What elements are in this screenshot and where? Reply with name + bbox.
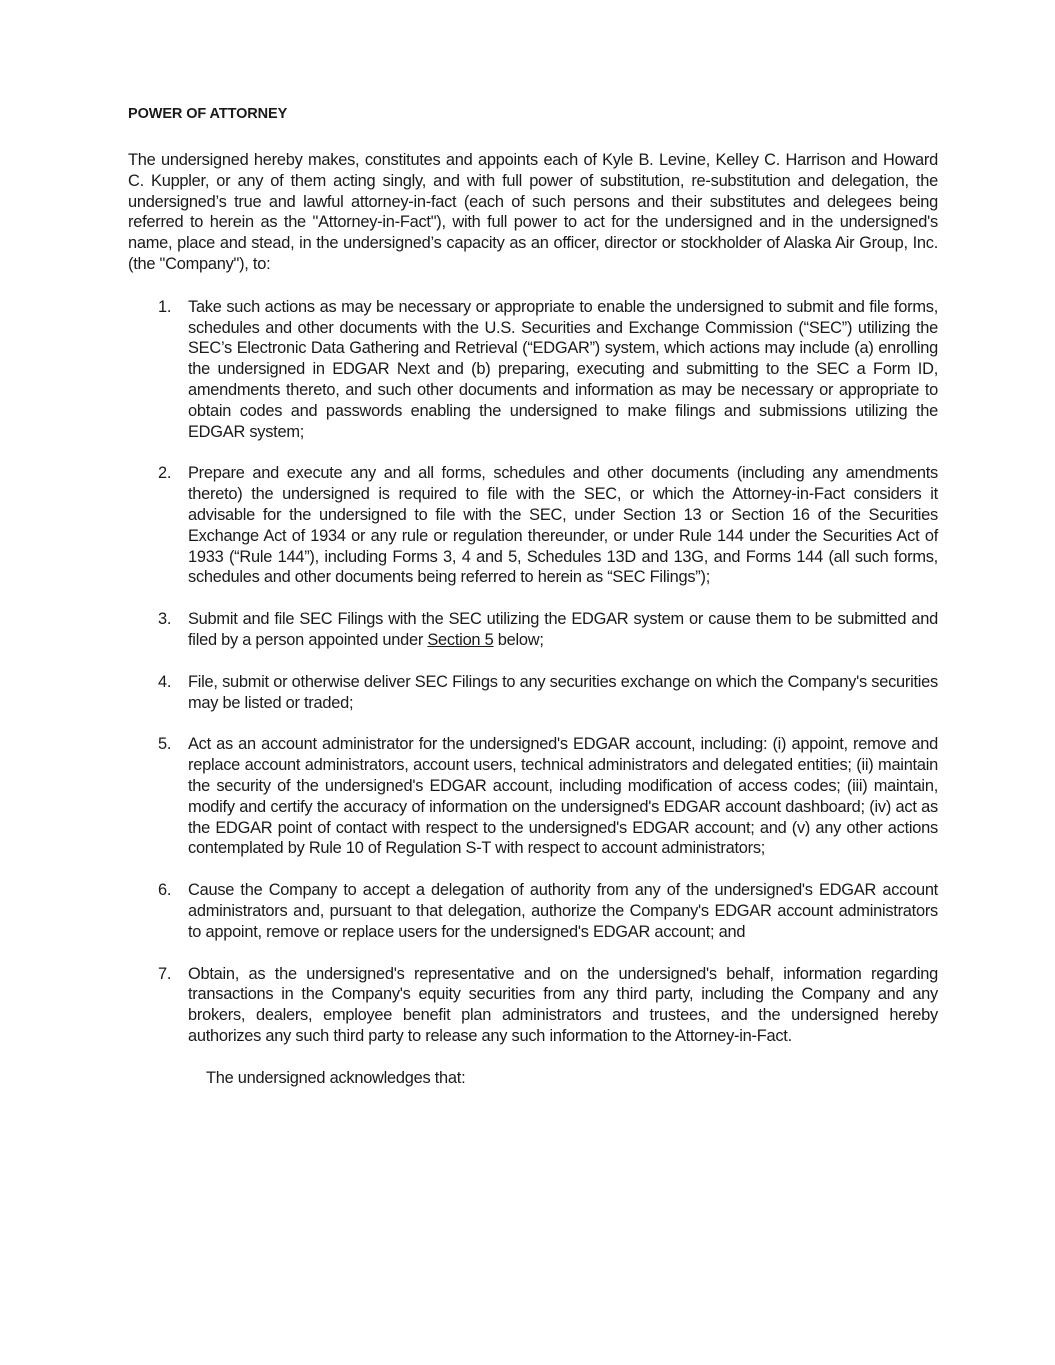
list-item xyxy=(128,880,938,942)
section-5-reference: Section 5 xyxy=(427,630,494,649)
intro-paragraph: The undersigned hereby makes, constitutes and appoints each of Kyle B. Levine, Kelley C. Harrison and Howard C. Kuppler, or any of them acting singly, and with full power of substitution, re-substitution and delegation, the undersigned’s true and lawful attorney-in-fact (each of such persons and their substitutes and delegees being referred to herein as the "Attorney-in-Fact"), with full power to act for the undersigned and in the undersigned's name, place and stead, in the undersigned’s capacity as an officer, director or stockholder of Alaska Air Group, Inc. (the "Company"), to: xyxy=(128,151,938,273)
item-text: Act as an account administrator for the undersigned's EDGAR account, including: (i) appoint, remove and replace account administrators, account users, technical administrators and delegated entities; (ii) maintain the security of the undersigned's EDGAR account, including modification of access codes; (iii) maintain, modify and certify the accuracy of information on the undersigned's EDGAR account dashboard; (iv) act as the EDGAR point of contact with respect to the undersigned's EDGAR account; and (v) any other actions contemplated by Rule 10 of Regulation S-T with respect to account administrators; xyxy=(188,735,938,858)
list-item xyxy=(128,609,938,651)
document-title: POWER OF ATTORNEY xyxy=(128,106,288,122)
item-text-after: below; xyxy=(493,630,544,649)
item-number: 4. xyxy=(158,672,172,691)
item-number: 7. xyxy=(158,964,172,983)
document-page xyxy=(128,104,938,1088)
list-item xyxy=(128,463,938,588)
list-item xyxy=(128,297,938,443)
item-number: 1. xyxy=(158,297,172,316)
item-number: 2. xyxy=(158,464,172,483)
list-item xyxy=(128,734,938,859)
item-text: Prepare and execute any and all forms, schedules and other documents (including any amendments thereto) the undersigned is required to file with the SEC, or which the Attorney-in-Fact considers it advisable for the undersigned to file with the SEC, under Section 13 or Section 16 of the Securities Exchange Act of 1934 or any rule or regulation thereunder, or under Rule 144 under the Securities Act of 1933 (“Rule 144”), including Forms 3, 4 and 5, Schedules 13D and 13G, and Forms 144 (all such forms, schedules and other documents being referred to herein as “SEC Filings”); xyxy=(188,464,938,587)
item-text: File, submit or otherwise deliver SEC Filings to any securities exchange on which the Company's securities may be listed or traded; xyxy=(188,672,938,712)
powers-list xyxy=(128,297,938,1047)
item-text: Obtain, as the undersigned's representative and on the undersigned's behalf, information regarding transactions in the Company's equity securities from any third party, including the Company and any brokers, dealers, employee benefit plan administrators and trustees, and the undersigned hereby authorizes any such third party to release any such information to the Attorney-in-Fact. xyxy=(188,964,938,1045)
acknowledgement-line: The undersigned acknowledges that: xyxy=(206,1068,466,1087)
item-text: Take such actions as may be necessary or appropriate to enable the undersigned to submit and file forms, schedules and other documents with the U.S. Securities and Exchange Commission (“SEC”) utilizing the SEC’s Electronic Data Gathering and Retrieval (“EDGAR”) system, which actions may include (a) enrolling the undersigned in EDGAR Next and (b) preparing, executing and submitting to the SEC a Form ID, amendments thereto, and such other documents and information as may be necessary or appropriate to obtain codes and passwords enabling the undersigned to make filings and submissions utilizing the EDGAR system; xyxy=(188,297,938,441)
item-number: 5. xyxy=(158,735,172,754)
item-number: 3. xyxy=(158,610,172,629)
item-text: Cause the Company to accept a delegation of authority from any of the undersigned's EDGAR account administrators and, pursuant to that delegation, authorize the Company's EDGAR account administrators to appoint, remove or replace users for the undersigned's EDGAR account; and xyxy=(188,881,938,941)
item-number: 6. xyxy=(158,881,172,900)
list-item xyxy=(128,964,938,1047)
list-item xyxy=(128,672,938,714)
item-text-before: Submit and file SEC Filings with the SEC utilizing the EDGAR system or cause them to be submitted and filed by a person appointed under xyxy=(188,610,938,649)
